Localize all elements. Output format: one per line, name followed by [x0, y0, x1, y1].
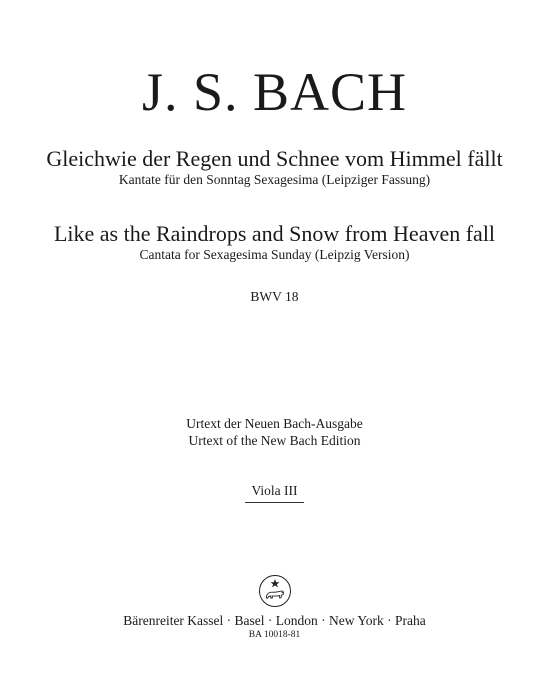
urtext-german: Urtext der Neuen Bach-Ausgabe: [186, 416, 363, 431]
publisher-locations: Bärenreiter Kassel · Basel · London · New York · Praha: [123, 613, 426, 628]
publisher-emblem-container: [0, 574, 549, 608]
german-title: Gleichwie der Regen und Schnee vom Himmel fällt: [46, 146, 503, 171]
bwv-number: BWV 18: [250, 289, 299, 304]
german-subtitle: Kantate für den Sonntag Sexagesima (Leipziger Fassung): [118, 172, 431, 187]
english-subtitle: Cantata for Sexagesima Sunday (Leipzig Version): [139, 247, 410, 262]
composer-name: J. S. BACH: [141, 62, 408, 122]
english-title: Like as the Raindrops and Snow from Heaven fall: [53, 221, 496, 246]
urtext-english: Urtext of the New Bach Edition: [188, 433, 361, 448]
baerenreiter-bear-icon: [258, 574, 292, 608]
part-label-container: [0, 482, 549, 503]
edition-number: BA 10018-81: [248, 630, 301, 640]
part-name: Viola III: [245, 482, 303, 503]
